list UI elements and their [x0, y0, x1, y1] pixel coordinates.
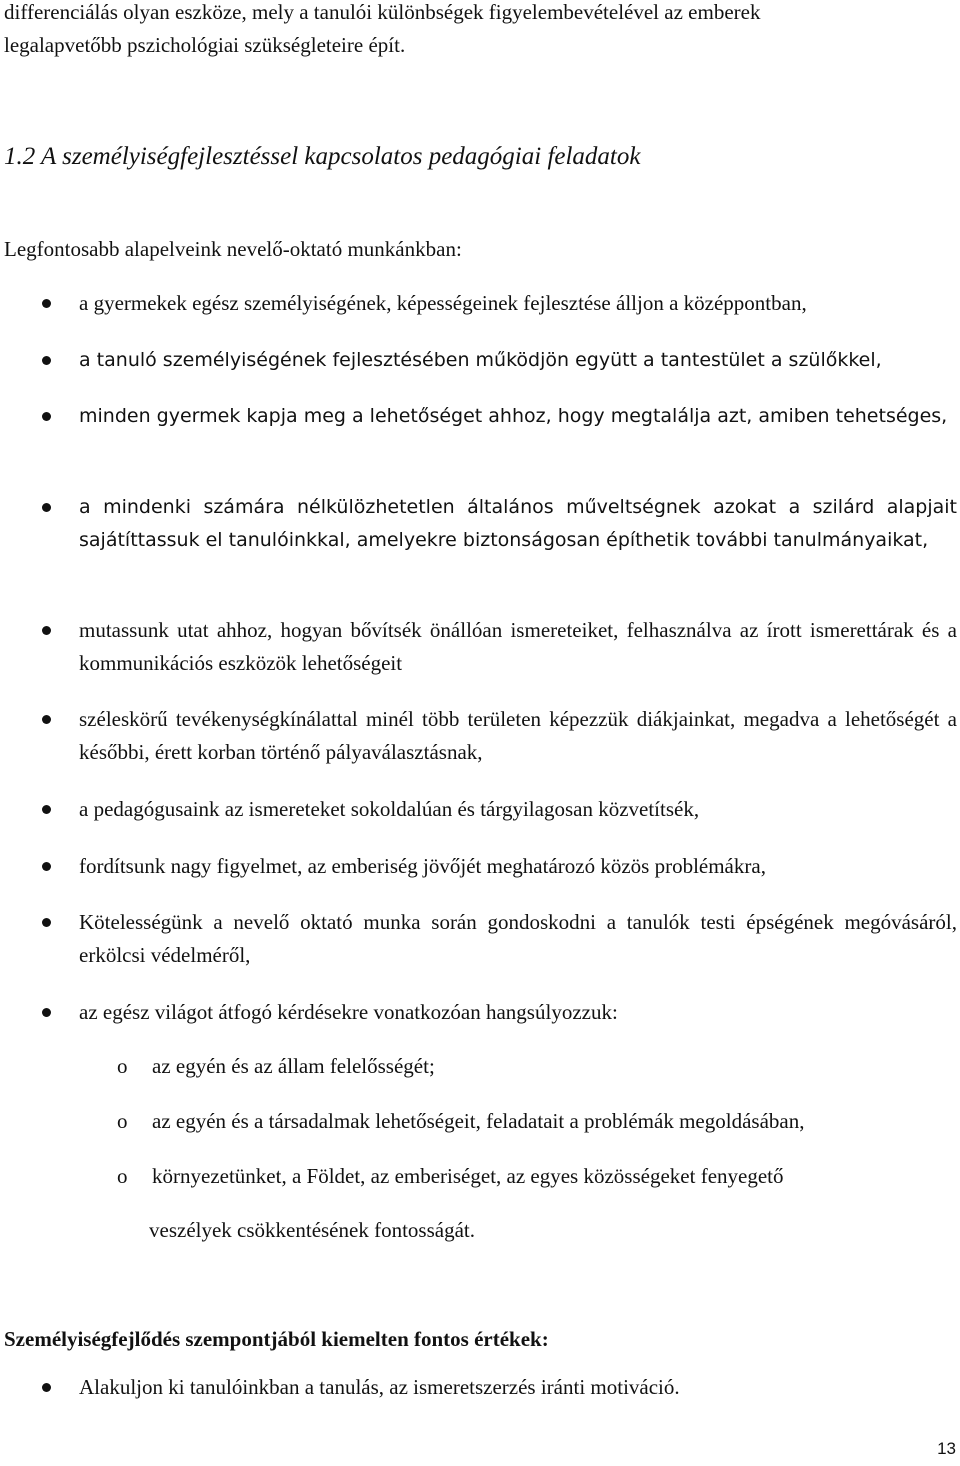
bullet-icon: [42, 715, 51, 724]
bullet-icon: [42, 503, 51, 512]
section-heading: 1.2 A személyiségfejlesztéssel kapcsolatos pedagógiai feladatok: [4, 143, 641, 170]
bullet-icon: [42, 805, 51, 814]
principle-item-9: Kötelességünk a nevelő oktató munka során gondoskodni a tanulók testi épségének megóvásáról, erkölcsi védelméről,: [79, 910, 957, 967]
bullet-icon: [42, 1383, 51, 1392]
principle-item-10: az egész világot átfogó kérdésekre vonatkozóan hangsúlyozzuk:: [79, 1000, 618, 1024]
sub-item-2: az egyén és a társadalmak lehetőségeit, feladatait a problémák megoldásában,: [152, 1109, 805, 1133]
bullet-icon: [42, 918, 51, 927]
bullet-icon: [42, 299, 51, 308]
sub-item-1: az egyén és az állam felelősségét;: [152, 1054, 435, 1078]
circle-marker-icon: o: [117, 1164, 128, 1188]
intro-line-1: differenciálás olyan eszköze, mely a tanulói különbségek figyelembevételével az emberek: [4, 0, 761, 24]
bullet-icon: [42, 862, 51, 871]
page-number: 13: [937, 1439, 956, 1458]
values-heading: Személyiségfejlődés szempontjából kiemelten fontos értékek:: [4, 1327, 549, 1351]
principle-item-3: minden gyermek kapja meg a lehetőséget ahhoz, hogy megtalálja azt, amiben tehetséges,: [79, 405, 948, 427]
principle-item-2: a tanuló személyiségének fejlesztésében működjön együtt a tantestület a szülőkkel,: [79, 349, 882, 371]
principle-item-8: fordítsunk nagy figyelmet, az emberiség jövőjét meghatározó közös problémákra,: [79, 854, 766, 878]
circle-marker-icon: o: [117, 1054, 128, 1078]
sub-item-3-continuation: veszélyek csökkentésének fontosságát.: [149, 1218, 475, 1242]
principle-item-7: a pedagógusaink az ismereteket sokoldalúan és tárgyilagosan közvetítsék,: [79, 797, 700, 821]
principle-item-6: széleskörű tevékenységkínálattal minél több területen képezzük diákjainkat, megadva a lehetőségét a későbbi, érett korban történő pályaválasztásnak,: [79, 707, 957, 764]
bullet-icon: [42, 356, 51, 365]
principle-item-5: mutassunk utat ahhoz, hogyan bővítsék önállóan ismereteiket, felhasználva az írott ismerettárak és a kommunikációs eszközök lehetőségeit: [79, 618, 957, 675]
bullet-icon: [42, 1008, 51, 1017]
sub-item-3: környezetünket, a Földet, az emberiséget, az egyes közösségeket fenyegető: [152, 1164, 784, 1188]
bullet-icon: [42, 626, 51, 635]
bullet-icon: [42, 412, 51, 421]
principles-intro: Legfontosabb alapelveink nevelő-oktató munkánkban:: [4, 237, 462, 261]
intro-line-2: legalapvetőbb pszichológiai szükségleteire épít.: [4, 33, 406, 57]
principle-item-4: a mindenki számára nélkülözhetetlen általános műveltségnek azokat a szilárd alapjait sajátíttassuk el tanulóinkkal, amelyekre biztonságosan építhetik további tanulmányaikat,: [79, 496, 957, 551]
intro-paragraph: [4, 0, 956, 62]
value-item-1: Alakuljon ki tanulóinkban a tanulás, az ismeretszerzés iránti motiváció.: [79, 1375, 680, 1399]
principle-item-1: a gyermekek egész személyiségének, képességeinek fejlesztése álljon a középpontban,: [79, 291, 807, 315]
circle-marker-icon: o: [117, 1109, 128, 1133]
